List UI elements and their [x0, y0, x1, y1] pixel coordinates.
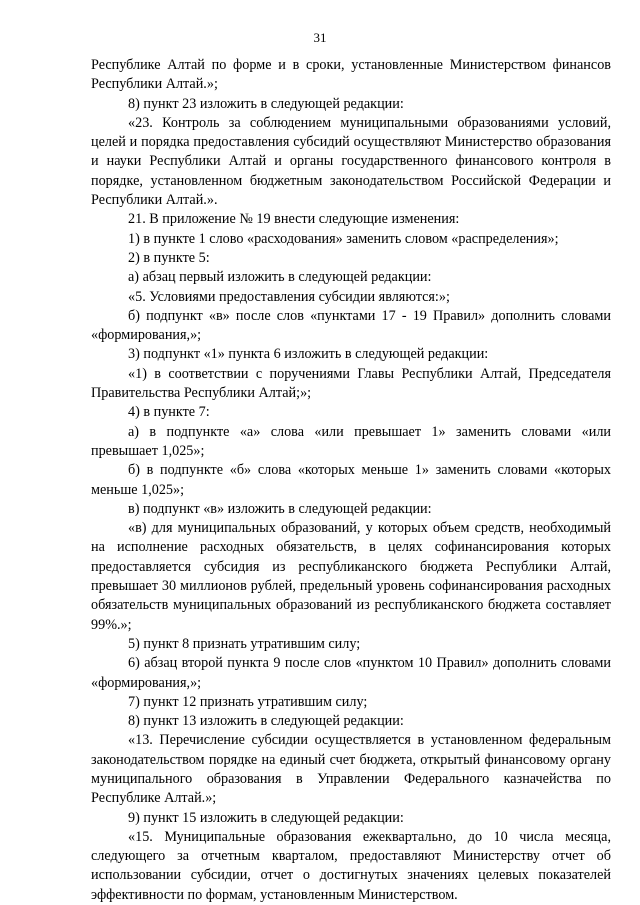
paragraph: б) подпункт «в» после слов «пунктами 17 - 19 Правил» дополнить словами «формирования,»;: [91, 307, 611, 344]
paragraph: 8) пункт 13 изложить в следующей редакции:: [128, 713, 404, 730]
paragraph: б) в подпункте «б» слова «которых меньше 1» заменить словами «которых меньше 1,025»;: [91, 462, 611, 498]
paragraph: «5. Условиями предоставления субсидии являются:»;: [128, 288, 450, 305]
paragraph: 7) пункт 12 признать утратившим силу;: [128, 693, 368, 710]
paragraph: «1) в соответствии с поручениями Главы Республики Алтай, Председателя Правительства Республики Алтай;»;: [91, 365, 611, 402]
paragraph: «15. Муниципальные образования ежеквартально, до 10 числа месяца, следующего за отчетным кварталом, предоставляют Министерству отчет об использовании субсидии, отчет о достигнутых значениях целевых показателей эффективности по формам, установленным Министерством.: [91, 828, 611, 903]
paragraph: 6) абзац второй пункта 9 после слов «пунктом 10 Правил» дополнить словами «формирования,»;: [91, 655, 611, 691]
paragraph: а) в подпункте «а» слова «или превышает 1» заменить словами «или превышает 1,025»;: [91, 423, 611, 459]
paragraph: 21. В приложение № 19 внести следующие изменения:: [128, 211, 460, 228]
paragraph: 3) подпункт «1» пункта 6 изложить в следующей редакции:: [128, 346, 489, 363]
paragraph: 9) пункт 15 изложить в следующей редакции:: [128, 809, 404, 826]
paragraph: «в) для муниципальных образований, у которых объем средств, необходимый на исполнение расходных обязательств, в целях софинансирования которых предоставляется субсидия из республиканского бюджета Республики Алтай, превышает 30 миллионов рублей, предельный уровень софинансирования расходных обязательств муниципальных образований из республиканского бюджета составляет 99%.»;: [91, 520, 611, 633]
paragraph: 2) в пункте 5:: [128, 249, 210, 266]
paragraph: «23. Контроль за соблюдением муниципальными образованиями условий, целей и порядка предоставления субсидий осуществляют Министерство образования и науки Республики Алтай и органы государственного финансового контроля в порядке, установленном бюджетным законодательством Российской Федерации и Республики Алтай.».: [91, 114, 611, 209]
page-number: 31: [313, 30, 327, 45]
document-body: [91, 56, 611, 905]
paragraph: «13. Перечисление субсидии осуществляется в установленном федеральным законодательством порядке на единый счет бюджета, открытый финансовому органу муниципального образования в Управлении Федерального казначейства по Республике Алтай.»;: [91, 732, 611, 807]
paragraph: 1) в пункте 1 слово «расходования» заменить словом «распределения»;: [128, 230, 559, 247]
paragraph: 4) в пункте 7:: [128, 404, 210, 421]
paragraph: 5) пункт 8 признать утратившим силу;: [128, 635, 361, 652]
paragraph: 8) пункт 23 изложить в следующей редакции:: [128, 95, 404, 112]
paragraph: Республике Алтай по форме и в сроки, установленные Министерством финансов Республики Алтай.»;: [91, 57, 611, 93]
paragraph: в) подпункт «в» изложить в следующей редакции:: [128, 500, 432, 517]
paragraph: а) абзац первый изложить в следующей редакции:: [128, 269, 432, 286]
